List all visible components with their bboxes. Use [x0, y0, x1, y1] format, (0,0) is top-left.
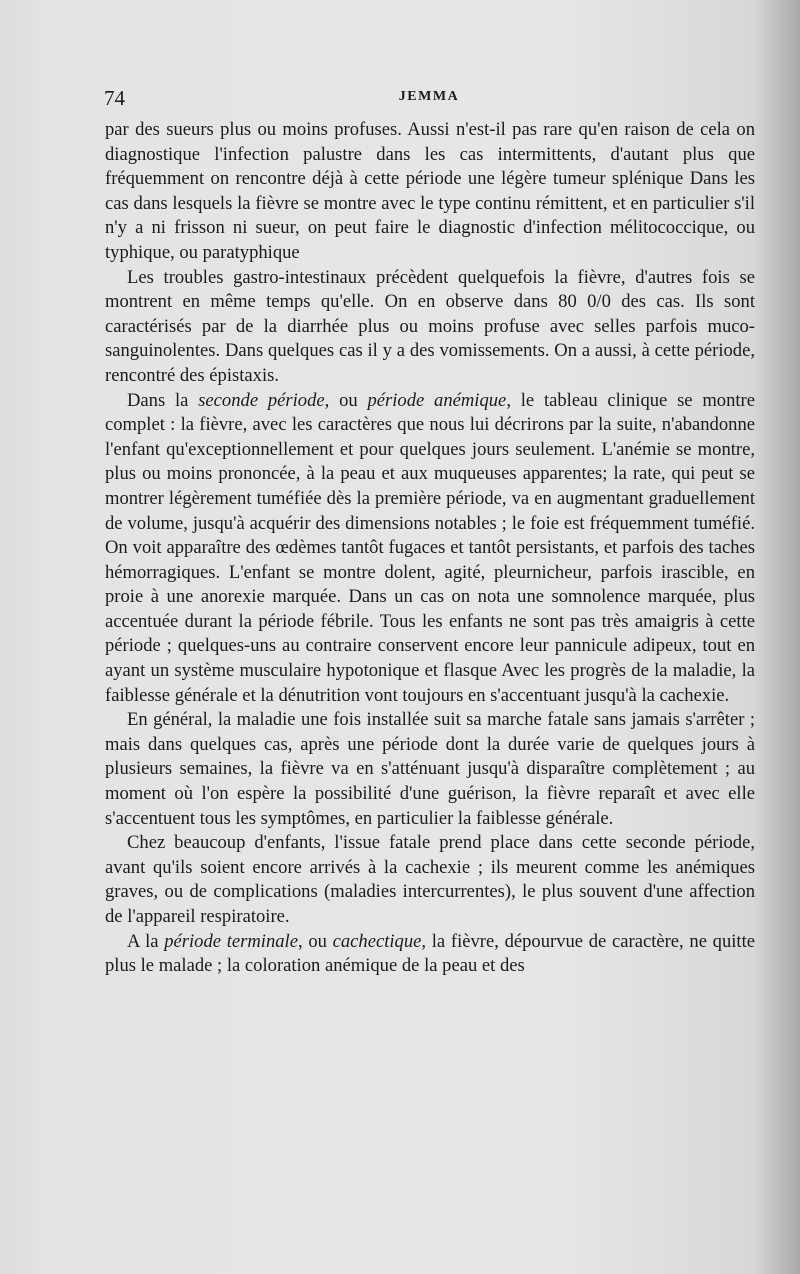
body-text	[105, 118, 755, 979]
text-segment: , ou	[324, 389, 368, 411]
text-segment: A la	[127, 930, 165, 952]
text-segment: Les troubles gastro-intestinaux précèdent quelquefois la fièvre, d'autres fois se montrent en même temps qu'elle. On en observe dans 80 0/0 des cas. Ils sont caractérisés par de la diarrhée plus ou moins profuse avec selles parfois muco-sanguinolentes. Dans quelques cas il y a des vomissements. On a aussi, à cette période, rencontré des épistaxis.	[105, 266, 755, 386]
paragraph-2	[105, 266, 755, 389]
text-segment: Dans la	[127, 389, 199, 411]
italic-term: période terminale	[164, 930, 298, 952]
paragraph-1	[105, 118, 755, 266]
paragraph-6	[105, 930, 755, 979]
text-segment: Chez beaucoup d'enfants, l'issue fatale prend place dans cette seconde période, avant qu'ils soient encore arrivés à la cachexie ; ils meurent comme les anémiques graves, ou de complications (maladies intercurrentes), le plus souvent d'une affection de l'appareil respiratoire.	[105, 832, 755, 927]
paragraph-4	[105, 708, 755, 831]
text-segment: , ou	[297, 930, 333, 952]
text-segment: En général, la maladie une fois installée suit sa marche fatale sans jamais s'arrêter ; mais dans quelques cas, après une période dont la durée varie de quelques jours à plusieurs semaines, la fièvre va en s'atténuant jusqu'à disparaître complètement ; au moment où l'on espère la possibilité d'une guérison, la fièvre reparaît et avec elle s'accentuent tous les symptômes, en particulier la faiblesse générale.	[105, 709, 755, 829]
italic-term: cachectique	[332, 930, 422, 952]
italic-term: seconde période	[198, 389, 325, 411]
page-number: 74	[104, 86, 125, 110]
running-title: JEMMA	[398, 89, 460, 104]
text-segment: , le tableau clinique se montre complet : la fièvre, avec les caractères que nous lui décrirons par la suite, n'abandonne l'enfant qu'exceptionnellement et pour quelques jours seulement. L'anémie se montre, plus ou moins prononcée, à la peau et aux muqueuses apparentes; la rate, qui peut se montrer légèrement tuméfiée dès la première période, va en augmentant graduellement de volume, jusqu'à acquérir des dimensions notables ; le foie est fréquemment tuméfié. On voit apparaître des œdèmes tantôt fugaces et tantôt persistants, et parfois des taches hémorragiques. L'enfant se montre dolent, agité, pleurnicheur, parfois irascible, en proie à une anorexie marquée. Dans un cas on nota une somnolence marquée, plus accentuée durant la période fébrile. Tous les enfants ne sont pas très amaigris à cette période ; quelques-uns au contraire conservent encore leur pannicule adipeux, tout en ayant un système musculaire hypotonique et flasque Avec les progrès de la maladie, la faiblesse générale et la dénutrition vont toujours en s'accentuant jusqu'à la cachexie.	[105, 389, 756, 706]
page-header	[104, 86, 754, 112]
italic-term: période anémique	[367, 389, 507, 411]
text-segment: , la fièvre, dépourvue de caractère, ne quitte plus le malade ; la coloration anémique de la peau et des	[105, 930, 755, 977]
paragraph-5	[105, 831, 755, 929]
paragraph-3	[105, 389, 755, 709]
text-segment: par des sueurs plus ou moins profuses. Aussi n'est-il pas rare qu'en raison de cela on diagnostique l'infection palustre dans les cas intermittents, d'autant plus que fréquemment on rencontre déjà à cette période une légère tumeur splénique Dans les cas dans lesquels la fièvre se montre avec le type continu rémittent, et en particulier s'il n'y a ni frisson ni sueur, on peut faire le diagnostic d'infection mélitococcique, ou typhique, ou paratyphique	[105, 119, 755, 263]
